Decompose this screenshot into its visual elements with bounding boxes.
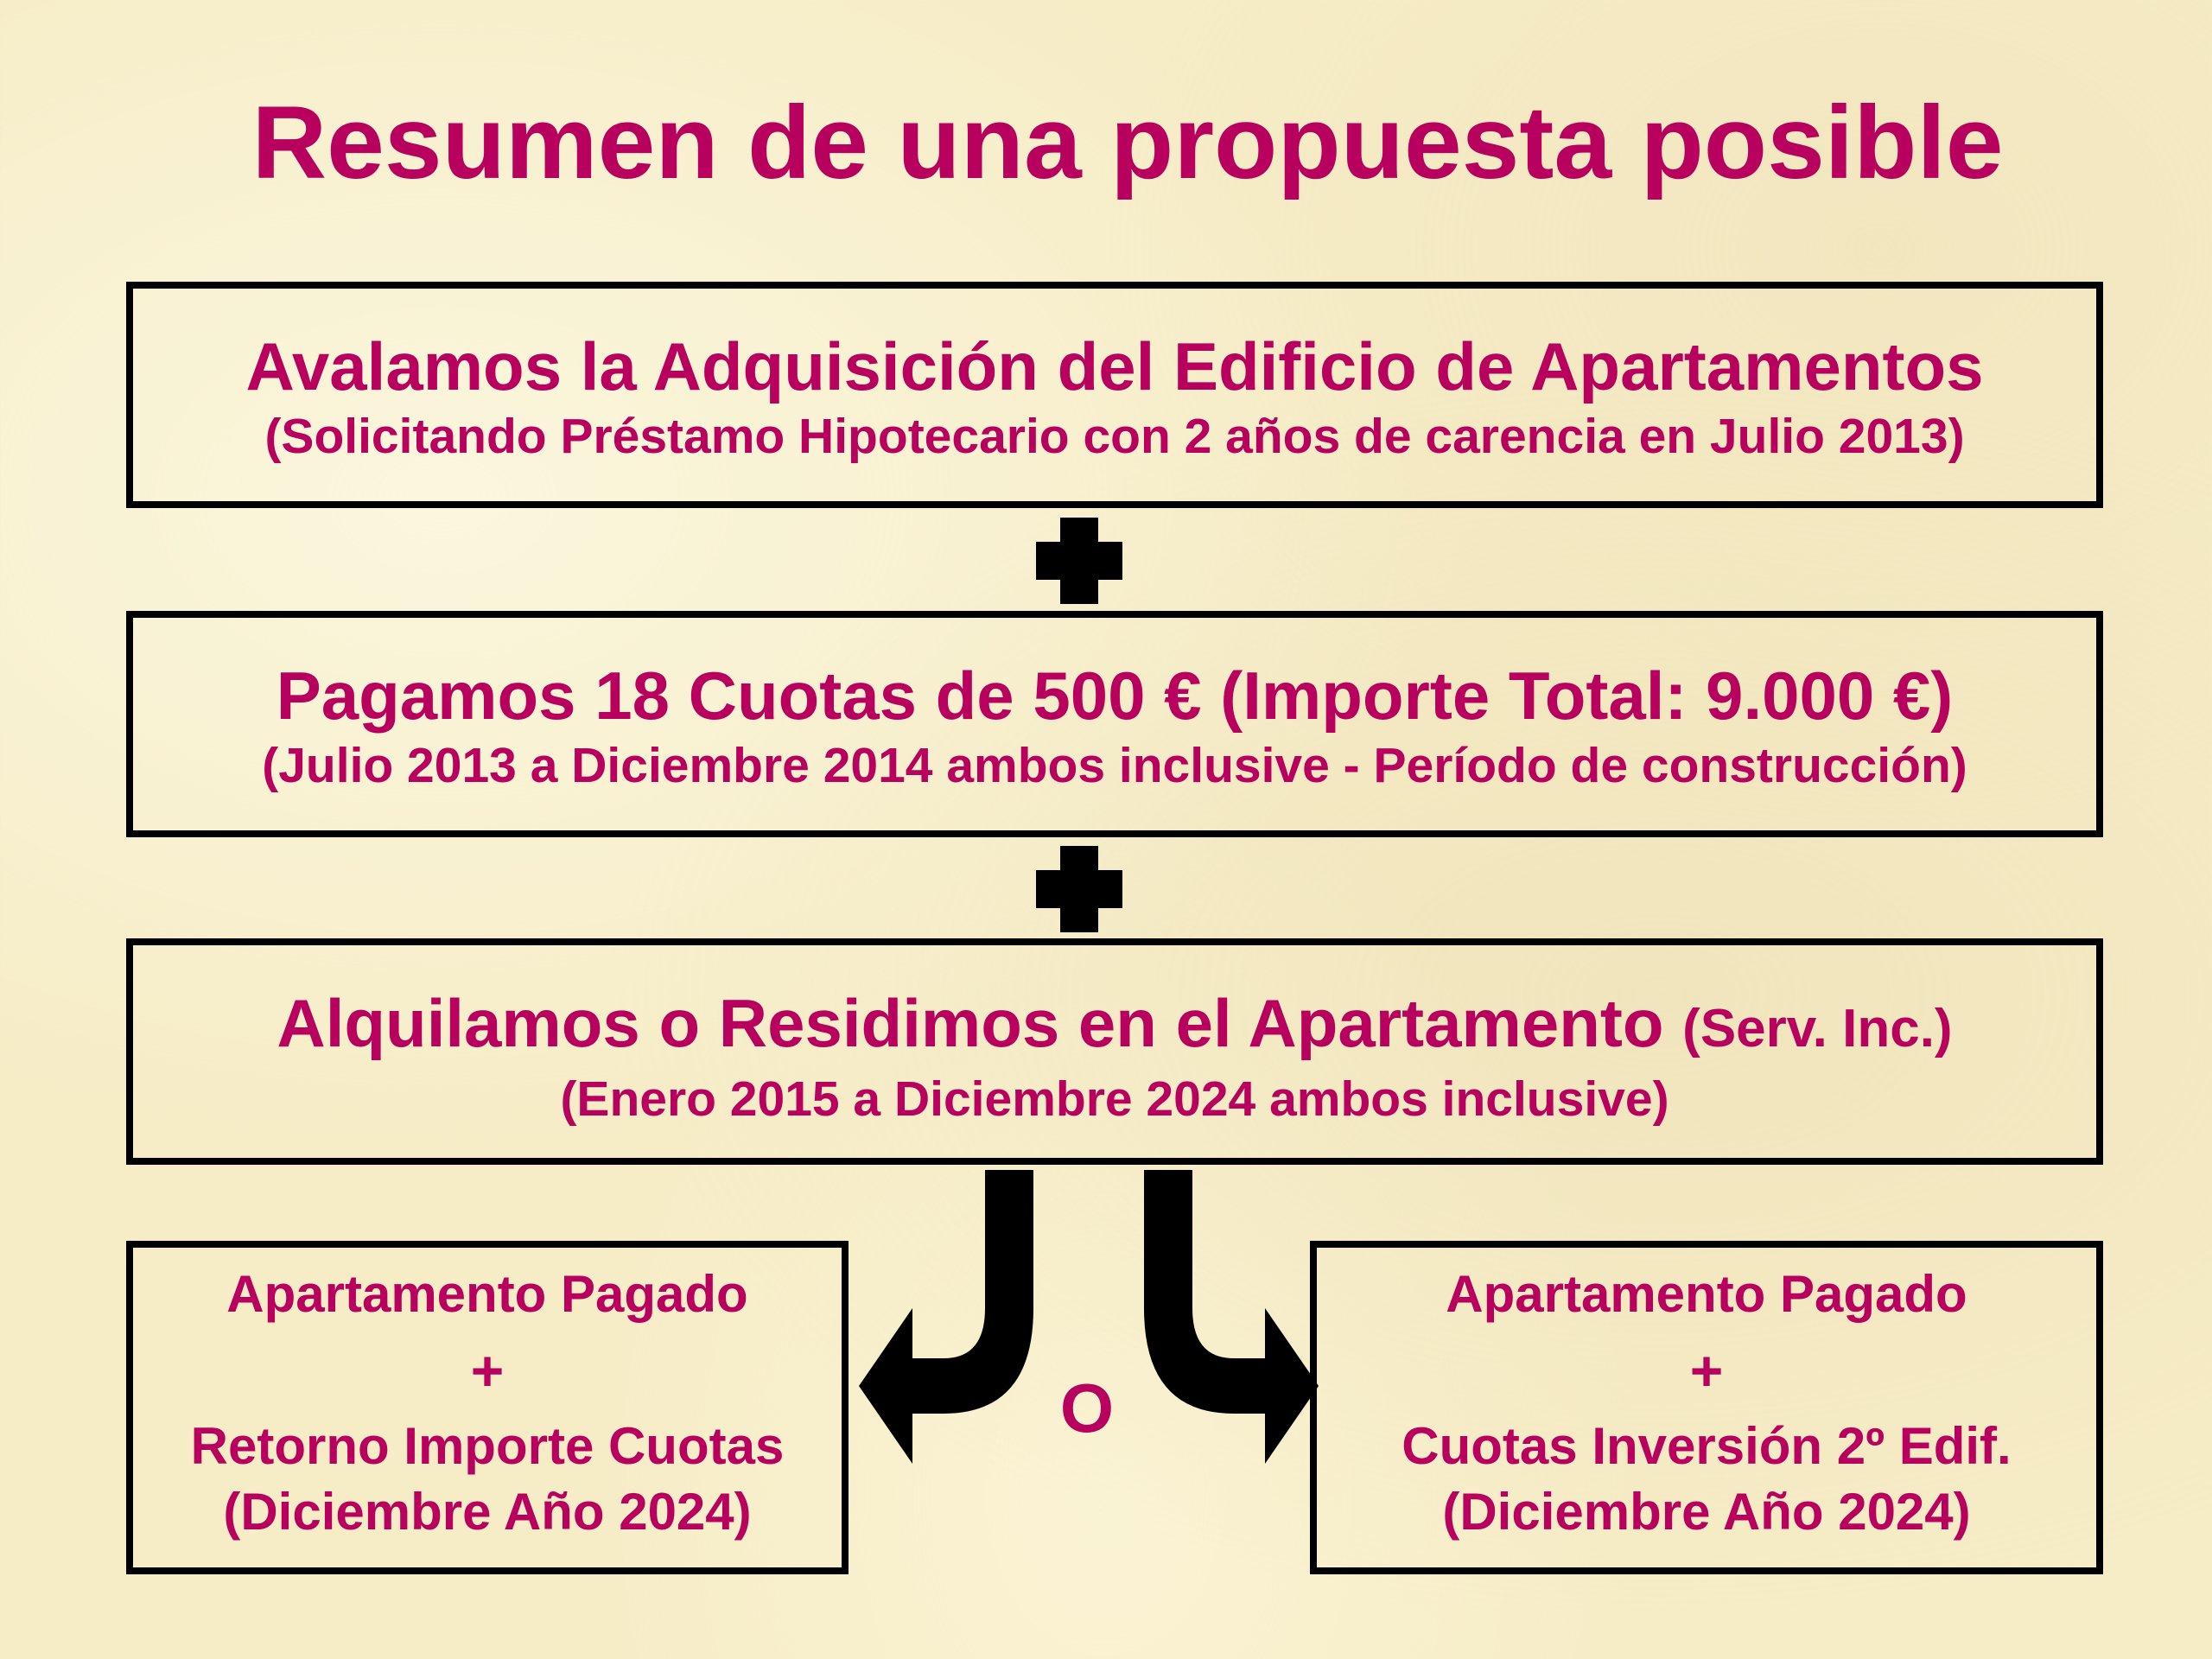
step-box-guarantee-subtitle: (Solicitando Préstamo Hipotecario con 2 años de carencia en Julio 2013) <box>264 409 1965 464</box>
slide-title: Resumen de una propuesta posible <box>251 85 2004 200</box>
curved-arrow-left-icon <box>855 1170 1046 1469</box>
or-label: O <box>1059 1370 1115 1446</box>
outcome-box-investment <box>1310 1241 2103 1574</box>
step-box-rental <box>126 938 2103 1165</box>
outcome-box-investment-line3: (Diciembre Año 2024) <box>1442 1483 1971 1541</box>
outcome-box-investment-line2: Cuotas Inversión 2º Edif. <box>1402 1417 2012 1475</box>
curved-arrow-right-icon <box>1132 1170 1322 1469</box>
plus-sign: + <box>1689 1338 1724 1402</box>
outcome-box-return-line3: (Diciembre Año 2024) <box>223 1483 752 1541</box>
plus-icon <box>1034 844 1124 934</box>
step-box-guarantee <box>126 282 2103 508</box>
outcome-box-return-line1: Apartamento Pagado <box>226 1265 748 1323</box>
outcome-box-return <box>126 1241 849 1574</box>
outcome-box-return-line2: Retorno Importe Cuotas <box>190 1417 785 1475</box>
step-box-payments-title: Pagamos 18 Cuotas de 500 € (Importe Total: 9.000 €) <box>276 658 1954 734</box>
plus-sign: + <box>470 1338 505 1402</box>
step-box-guarantee-title: Avalamos la Adquisición del Edificio de Apartamentos <box>245 328 1984 404</box>
step-box-rental-title-main: Alquilamos o Residimos en el Apartamento <box>276 985 1664 1061</box>
step-box-payments-subtitle: (Julio 2013 a Diciembre 2014 ambos inclusive - Período de construcción) <box>262 738 1967 793</box>
outcome-box-investment-line1: Apartamento Pagado <box>1446 1265 1967 1323</box>
step-box-rental-subtitle: (Enero 2015 a Diciembre 2024 ambos inclusive) <box>560 1071 1669 1127</box>
step-box-rental-title <box>133 983 2096 1069</box>
step-box-payments <box>126 611 2103 837</box>
step-box-rental-title-note: (Serv. Inc.) <box>1682 999 1953 1058</box>
plus-icon <box>1034 516 1124 606</box>
